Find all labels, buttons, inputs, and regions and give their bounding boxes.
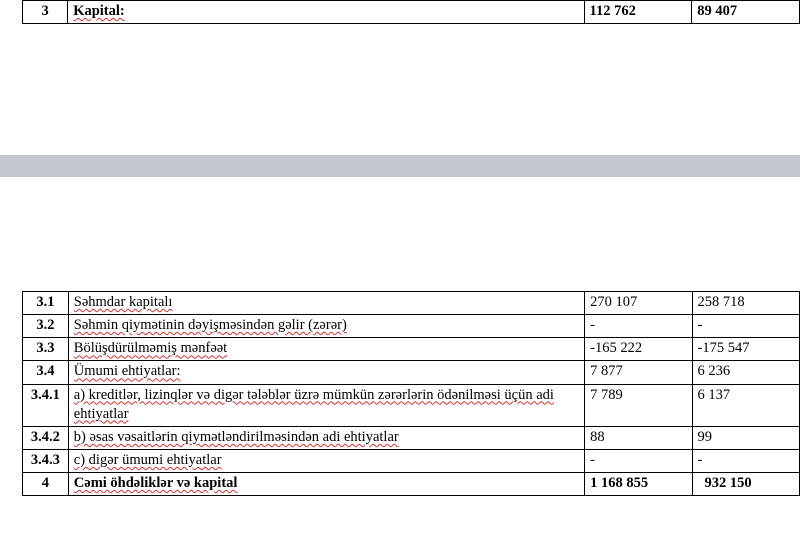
row-description-cell: [68, 292, 584, 315]
table-row: [23, 1, 800, 24]
grey-separator-band: [0, 155, 800, 177]
row-value-previous-cell: -175 547: [692, 338, 800, 361]
row-number-cell: 3.3: [23, 338, 69, 361]
row-description-text: Səhmdar kapitalı: [73, 294, 173, 310]
row-description-text: Kapital:: [73, 3, 125, 19]
row-description-text: Cəmi öhdəliklər və kapital: [73, 475, 238, 491]
capital-detail-table-body: [23, 292, 800, 496]
row-description-cell: [68, 315, 584, 338]
row-value-current-cell: -165 222: [585, 338, 692, 361]
row-value-current-cell: 270 107: [585, 292, 692, 315]
capital-detail-table: [22, 291, 800, 496]
row-value-previous-cell: 932 150: [692, 473, 800, 496]
row-description-text: Bölüşdürülməmiş mənfəət: [73, 340, 228, 357]
row-value-current-cell: 7 877: [585, 361, 692, 384]
row-number-cell: 3.1: [23, 292, 69, 315]
table-row: [23, 361, 800, 384]
row-value-current-cell: 7 789: [585, 384, 692, 426]
row-value-previous-cell: 258 718: [692, 292, 800, 315]
row-value-current-cell: -: [585, 449, 692, 472]
row-description-cell: [68, 426, 584, 449]
table-row: [23, 292, 800, 315]
row-description-text: a) kreditlər, lizinqlər və digər tələblər üzrə mümkün zərərlərin ödənilməsi üçün adi ehtiyatlar: [73, 386, 554, 422]
row-number-cell: 3.4.1: [23, 384, 69, 426]
row-description-cell: [68, 473, 584, 496]
table-row: [23, 384, 800, 426]
row-number-cell: 3.2: [23, 315, 69, 338]
row-description-text: c) digər ümumi ehtiyatlar: [73, 451, 222, 468]
row-value-previous-cell: 89 407: [692, 1, 800, 24]
row-value-previous-cell: 6 137: [692, 384, 800, 426]
row-value-previous-cell: -: [692, 449, 800, 472]
row-number-cell: 3.4.2: [23, 426, 69, 449]
table-row: [23, 473, 800, 496]
row-value-previous-cell: -: [692, 315, 800, 338]
capital-summary-table: [22, 0, 800, 24]
row-value-current-cell: -: [585, 315, 692, 338]
row-value-previous-cell: 99: [692, 426, 800, 449]
row-description-text: Ümumi ehtiyatlar:: [73, 363, 181, 380]
table-row: [23, 426, 800, 449]
table-row: [23, 338, 800, 361]
row-number-cell: 3.4: [23, 361, 69, 384]
row-description-cell: [68, 361, 584, 384]
row-description-cell: [68, 1, 584, 24]
row-description-cell: [68, 384, 584, 426]
row-value-current-cell: 1 168 855: [585, 473, 692, 496]
table-row: [23, 449, 800, 472]
table-row: [23, 315, 800, 338]
row-description-text: Səhmin qiymətinin dəyişməsindən gəlir (zərər): [73, 317, 347, 334]
row-description-cell: [68, 449, 584, 472]
row-number-cell: 3: [23, 1, 68, 24]
row-number-cell: 4: [23, 473, 69, 496]
row-description-text: b) əsas vəsaitlərin qiymətləndirilməsindən adi ehtiyatlar: [73, 428, 399, 445]
row-description-cell: [68, 338, 584, 361]
row-number-cell: 3.4.3: [23, 449, 69, 472]
capital-summary-table-body: [23, 1, 800, 24]
row-value-previous-cell: 6 236: [692, 361, 800, 384]
row-value-current-cell: 88: [585, 426, 692, 449]
row-value-current-cell: 112 762: [584, 1, 692, 24]
